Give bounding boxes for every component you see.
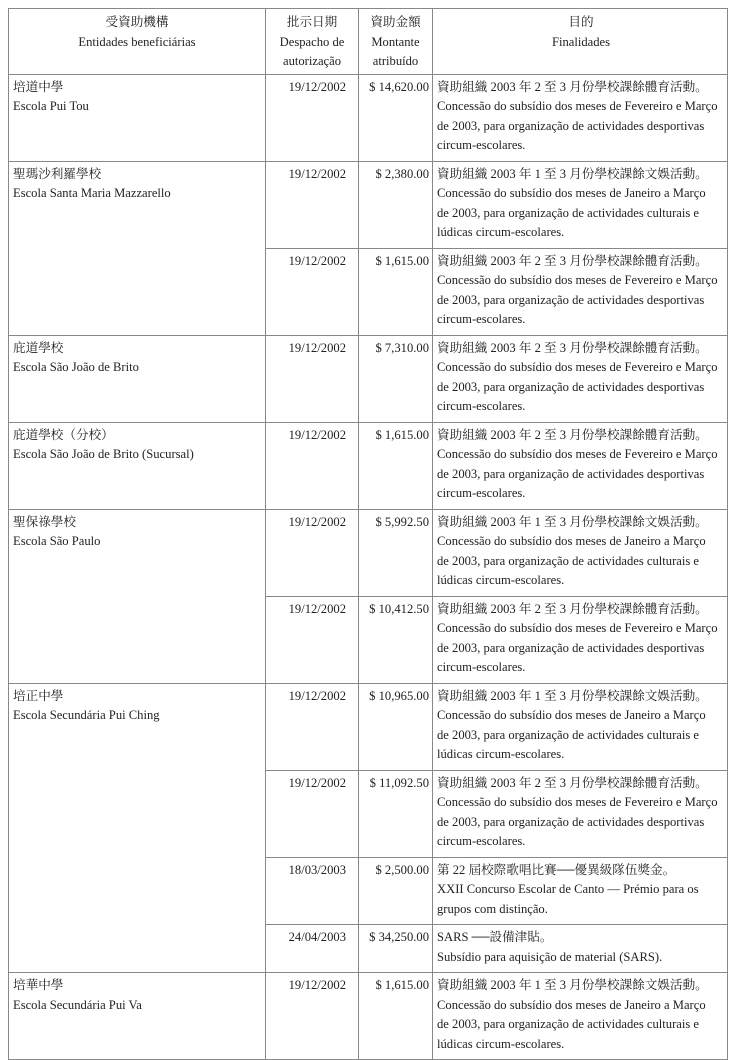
header-text: 批示日期 [286,15,338,29]
entity-name: Escola Secundária Pui Ching [13,708,160,722]
purpose-line: XXII Concurso Escolar de Canto — Prémio para os [437,882,699,896]
purpose-line: Concessão do subsídio dos meses de Janeiro a Março [437,186,706,200]
date-cell: 19/12/2002 [266,509,359,596]
purpose-cell [433,596,728,683]
table-body [9,74,728,1060]
header-date [266,9,359,75]
table-row [9,161,728,248]
purpose-line: de 2003, para organização de actividades desportivas [437,466,705,481]
entity-name: 庇道學校（分校） [13,427,114,442]
entity-name: 庇道學校 [13,340,64,355]
table-row [9,335,728,422]
header-purpose [433,9,728,75]
table-row [9,74,728,161]
date-cell: 19/12/2002 [266,161,359,248]
purpose-line: 資助組織 2003 年 1 至 3 月份學校課餘文娛活動。 [437,688,708,703]
purpose-line: Concessão do subsídio dos meses de Fevereiro e Março [437,273,718,287]
entity-cell [9,683,266,973]
entity-name: Escola Secundária Pui Va [13,997,142,1012]
purpose-line: 資助組織 2003 年 2 至 3 月份學校課餘體育活動。 [437,601,708,616]
entity-name: Escola São João de Brito [13,360,139,374]
date-cell: 18/03/2003 [266,857,359,925]
table-header-row [9,9,728,75]
purpose-line: Concessão do subsídio dos meses de Fevereiro e Março [437,99,718,113]
date-cell: 19/12/2002 [266,74,359,161]
purpose-line: de 2003, para organização de actividades culturais e [437,553,700,568]
purpose-line: grupos com distinção. [437,901,548,916]
purpose-line: Subsídio para aquisição de material (SARS). [437,949,663,964]
header-text: atribuído [372,54,419,68]
purpose-line: de 2003, para organização de actividades desportivas [437,640,705,655]
entity-cell [9,973,266,1060]
entity-cell [9,74,266,161]
purpose-line: 資助組織 2003 年 1 至 3 月份學校課餘文娛活動。 [437,978,708,992]
purpose-line: SARS ──設備津貼。 [437,930,553,944]
entity-name: Escola São Paulo [13,534,101,548]
table-row [9,973,728,1060]
header-text: 資助金額 [370,15,421,29]
purpose-cell [433,857,728,925]
table-row [9,422,728,509]
amount-cell: $ 14,620.00 [359,74,433,161]
amount-cell: $ 1,615.00 [359,422,433,509]
purpose-cell [433,161,728,248]
header-text: Despacho de [279,34,345,49]
date-cell: 19/12/2002 [266,248,359,335]
purpose-line: 資助組織 2003 年 1 至 3 月份學校課餘文娛活動。 [437,166,708,181]
header-text: 受資助機構 [105,15,169,29]
purpose-line: 第 22 屆校際歌唱比賽──優異級隊伍獎金。 [437,862,676,877]
purpose-line: circum-escolares. [437,399,526,413]
purpose-line: Concessão do subsídio dos meses de Fevereiro e Março [437,795,718,809]
amount-cell: $ 7,310.00 [359,335,433,422]
purpose-cell [433,973,728,1060]
entity-name: 聖瑪沙利羅學校 [13,166,102,181]
purpose-line: circum-escolares. [437,312,526,326]
purpose-line: de 2003, para organização de actividades desportivas [437,118,705,133]
header-text: Montante [371,34,420,49]
amount-cell: $ 1,615.00 [359,973,433,1060]
purpose-line: 資助組織 2003 年 2 至 3 月份學校課餘體育活動。 [437,427,708,442]
purpose-line: de 2003, para organização de actividades culturais e [437,727,700,742]
purpose-line: lúdicas circum-escolares. [437,573,565,587]
entity-name: Escola São João de Brito (Sucursal) [13,447,194,461]
purpose-cell [433,335,728,422]
purpose-cell [433,925,728,973]
purpose-line: Concessão do subsídio dos meses de Janeiro a Março [437,708,706,722]
amount-cell: $ 10,412.50 [359,596,433,683]
purpose-line: 資助組織 2003 年 2 至 3 月份學校課餘體育活動。 [437,775,708,790]
amount-cell: $ 2,380.00 [359,161,433,248]
entity-name: 聖保祿學校 [13,514,76,529]
header-entities [9,9,266,75]
date-cell: 19/12/2002 [266,683,359,770]
purpose-line: 資助組織 2003 年 2 至 3 月份學校課餘體育活動。 [437,253,708,268]
entity-cell [9,422,266,509]
purpose-line: circum-escolares. [437,660,526,674]
entity-cell [9,335,266,422]
amount-cell: $ 5,992.50 [359,509,433,596]
date-cell: 19/12/2002 [266,596,359,683]
date-cell: 24/04/2003 [266,925,359,973]
amount-cell: $ 2,500.00 [359,857,433,925]
entity-name: 培正中學 [13,688,64,703]
purpose-line: de 2003, para organização de actividades desportivas [437,814,705,829]
date-cell: 19/12/2002 [266,770,359,857]
purpose-line: lúdicas circum-escolares. [437,225,565,239]
purpose-line: Concessão do subsídio dos meses de Janeiro a Março [437,997,706,1012]
purpose-cell [433,74,728,161]
entity-name: Escola Santa Maria Mazzarello [13,186,171,200]
purpose-line: circum-escolares. [437,138,526,152]
purpose-line: Concessão do subsídio dos meses de Fevereiro e Março [437,360,718,374]
purpose-line: lúdicas circum-escolares. [437,1036,565,1051]
purpose-cell [433,422,728,509]
amount-cell: $ 34,250.00 [359,925,433,973]
entity-cell [9,161,266,335]
purpose-line: circum-escolares. [437,486,526,500]
header-text: Finalidades [551,34,611,49]
entity-name: Escola Pui Tou [13,99,89,113]
purpose-line: lúdicas circum-escolares. [437,747,565,761]
header-text: autorização [282,54,342,68]
entity-name: 培道中學 [13,79,64,94]
header-text: 目的 [568,15,594,29]
table-row [9,509,728,596]
subsidy-table [8,8,728,1060]
purpose-line: de 2003, para organização de actividades culturais e [437,1017,700,1031]
date-cell: 19/12/2002 [266,973,359,1060]
purpose-cell [433,509,728,596]
date-cell: 19/12/2002 [266,422,359,509]
purpose-line: de 2003, para organização de actividades desportivas [437,379,705,394]
purpose-line: Concessão do subsídio dos meses de Janeiro a Março [437,534,706,548]
purpose-line: de 2003, para organização de actividades culturais e [437,205,700,220]
entity-cell [9,509,266,683]
purpose-line: 資助組織 2003 年 1 至 3 月份學校課餘文娛活動。 [437,514,708,529]
purpose-line: 資助組織 2003 年 2 至 3 月份學校課餘體育活動。 [437,340,708,355]
entity-name: 培華中學 [13,978,64,992]
header-text: Entidades beneficiárias [78,34,196,49]
table-row [9,683,728,770]
amount-cell: $ 11,092.50 [359,770,433,857]
purpose-line: circum-escolares. [437,834,526,848]
purpose-line: Concessão do subsídio dos meses de Fevereiro e Março [437,621,718,635]
purpose-cell [433,248,728,335]
purpose-cell [433,770,728,857]
purpose-line: de 2003, para organização de actividades desportivas [437,292,705,307]
header-amount [359,9,433,75]
date-cell: 19/12/2002 [266,335,359,422]
amount-cell: $ 10,965.00 [359,683,433,770]
purpose-line: 資助組織 2003 年 2 至 3 月份學校課餘體育活動。 [437,79,708,94]
purpose-line: Concessão do subsídio dos meses de Fevereiro e Março [437,447,718,461]
purpose-cell [433,683,728,770]
amount-cell: $ 1,615.00 [359,248,433,335]
